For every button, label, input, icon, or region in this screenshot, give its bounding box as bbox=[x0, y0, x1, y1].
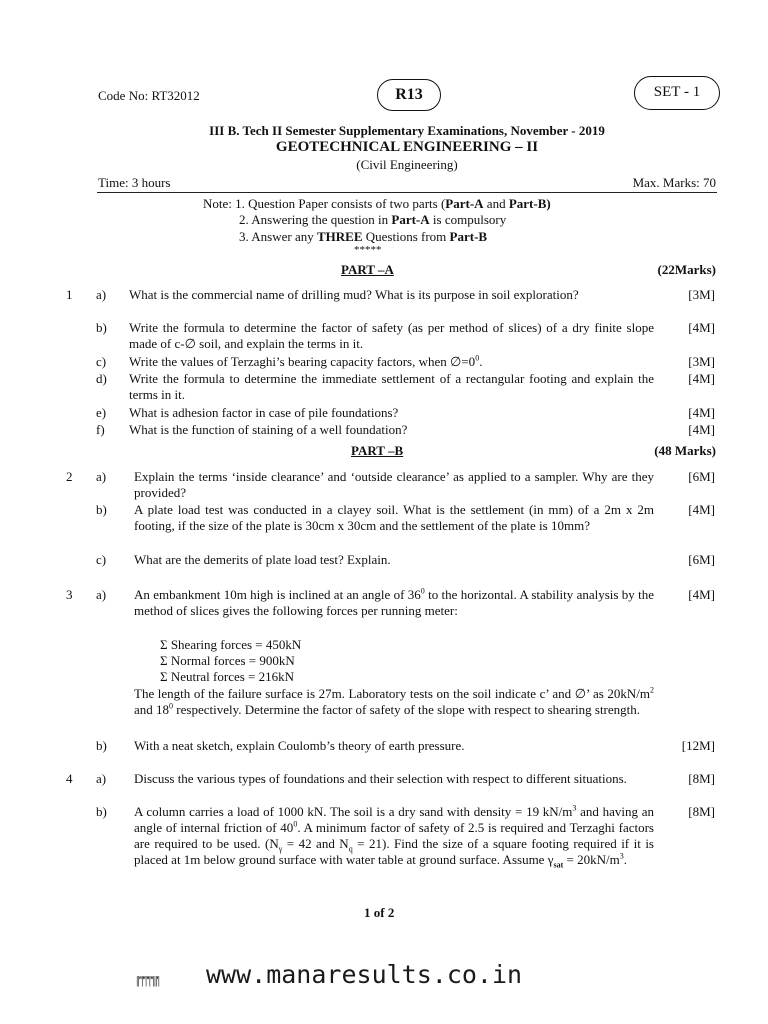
question-number: 4 bbox=[66, 771, 73, 786]
header-divider bbox=[97, 192, 717, 193]
question-marks: [3M] bbox=[688, 287, 715, 302]
sub-label: b) bbox=[96, 320, 107, 335]
max-marks-label: Max. Marks: 70 bbox=[632, 175, 716, 190]
question-text: An embankment 10m high is inclined at an angle of $36^0$ to the horizontal. A stability analysis by the method of slices gives the following forces per running meter: bbox=[134, 586, 655, 618]
sub-label: a) bbox=[96, 469, 107, 484]
note-3: 3. Answer any THREE Questions from Part-B bbox=[239, 229, 488, 244]
time-label: Time: 3 hours bbox=[98, 175, 171, 190]
question-text: A column carries a load of 1000 kN. The soil is a dry sand with density = 19 $kN/m^3$ and having an angle of internal friction of $40^0$. A minimum factor of safety of 2.5 is required and Terzaghi factors are required to be used. ($N_\gamma = 42$ and $N_q = 21$). Find the size of a square footing required if it is placed at 1m below ground surface with water table at ground surface. Assume $\gamma_{sat} = 20kN/m^3$. bbox=[134, 803, 655, 870]
part-b-title: PART –B bbox=[351, 443, 404, 458]
sub-label: b) bbox=[96, 804, 107, 819]
sub-label: a) bbox=[96, 771, 107, 786]
branch: (Civil Engineering) bbox=[356, 157, 458, 172]
question-text: Write the formula to determine the factor of safety (as per method of slices) of a dry finite slope made of c-∅ soil, and explain the terms in it. bbox=[129, 320, 654, 351]
shearing-forces: Σ Shearing forces = 450kN bbox=[160, 637, 302, 652]
question-marks: [4M] bbox=[688, 502, 715, 517]
part-a-title: PART –A bbox=[341, 262, 394, 277]
question-marks: [12M] bbox=[681, 738, 715, 753]
question-number: 3 bbox=[66, 587, 73, 602]
question-number: 2 bbox=[66, 469, 73, 484]
note-2: 2. Answering the question in Part-A is compulsory bbox=[239, 212, 507, 227]
question-text: A plate load test was conducted in a clayey soil. What is the settlement (in mm) of a 2m x 2m footing, if the size of the plate is 30cm x 30cm and the settlement of the plate is 10mm? bbox=[134, 502, 654, 533]
sub-label: a) bbox=[96, 587, 107, 602]
normal-forces: Σ Normal forces = 900kN bbox=[160, 653, 295, 668]
sub-label: b) bbox=[96, 502, 107, 517]
question-text: What is the function of staining of a well foundation? bbox=[129, 422, 408, 437]
question-text: What is adhesion factor in case of pile foundations? bbox=[129, 405, 399, 420]
neutral-forces: Σ Neutral forces = 216kN bbox=[160, 669, 295, 684]
question-marks: [6M] bbox=[688, 469, 715, 484]
sub-label: c) bbox=[96, 354, 107, 369]
sub-label: b) bbox=[96, 738, 107, 753]
question-text: Discuss the various types of foundations and their selection with respect to different situations. bbox=[134, 771, 627, 786]
sub-label: c) bbox=[96, 552, 107, 567]
website-link[interactable]: www.manaresults.co.in bbox=[206, 960, 523, 989]
question-text-continued: The length of the failure surface is 27m. Laboratory tests on the soil indicate c’ and ∅’ as $20kN/m^2$ and $18^0$ respectively. Determine the factor of safety of the slope with respect to shearing strength. bbox=[134, 685, 654, 717]
page-number: 1 of 2 bbox=[364, 905, 395, 920]
question-marks: [4M] bbox=[688, 371, 715, 386]
question-marks: [4M] bbox=[688, 587, 715, 602]
question-text: Write the formula to determine the immediate settlement of a rectangular footing and explain the terms in it. bbox=[129, 371, 654, 402]
part-b-marks: (48 Marks) bbox=[654, 443, 716, 458]
sub-label: d) bbox=[96, 371, 107, 386]
subject-title: GEOTECHNICAL ENGINEERING – II bbox=[275, 139, 539, 155]
question-marks: [3M] bbox=[688, 354, 715, 369]
question-text: What is the commercial name of drilling mud? What is its purpose in soil exploration? bbox=[129, 287, 579, 302]
question-text: With a neat sketch, explain Coulomb’s theory of earth pressure. bbox=[134, 738, 465, 753]
question-text: Write the values of Terzaghi’s bearing capacity factors, when $\emptyset=0^0$. bbox=[129, 353, 483, 369]
question-number: 1 bbox=[66, 287, 73, 302]
question-marks: [8M] bbox=[688, 771, 715, 786]
regulation-badge: R13 bbox=[377, 79, 441, 111]
barcode-text: ||''|''|''|''|||'| bbox=[136, 973, 160, 987]
question-text: What are the demerits of plate load test? Explain. bbox=[134, 552, 391, 567]
question-marks: [4M] bbox=[688, 422, 715, 437]
sub-label: e) bbox=[96, 405, 107, 420]
question-marks: [4M] bbox=[688, 320, 715, 335]
question-marks: [8M] bbox=[688, 804, 715, 819]
question-marks: [6M] bbox=[688, 552, 715, 567]
part-a-marks: (22Marks) bbox=[657, 262, 716, 277]
exam-title: III B. Tech II Semester Supplementary Examinations, November - 2019 bbox=[209, 123, 605, 138]
set-badge: SET - 1 bbox=[634, 76, 720, 110]
sub-label: a) bbox=[96, 287, 107, 302]
code-number: Code No: RT32012 bbox=[98, 88, 200, 103]
sub-label: f) bbox=[96, 422, 105, 437]
question-text: Explain the terms ‘inside clearance’ and ‘outside clearance’ as applied to a sampler. Why are they provided? bbox=[134, 469, 654, 500]
question-marks: [4M] bbox=[688, 405, 715, 420]
note-stars: ***** bbox=[354, 244, 382, 256]
note-1: Note: 1. Question Paper consists of two parts (Part-A and Part-B) bbox=[203, 196, 551, 211]
